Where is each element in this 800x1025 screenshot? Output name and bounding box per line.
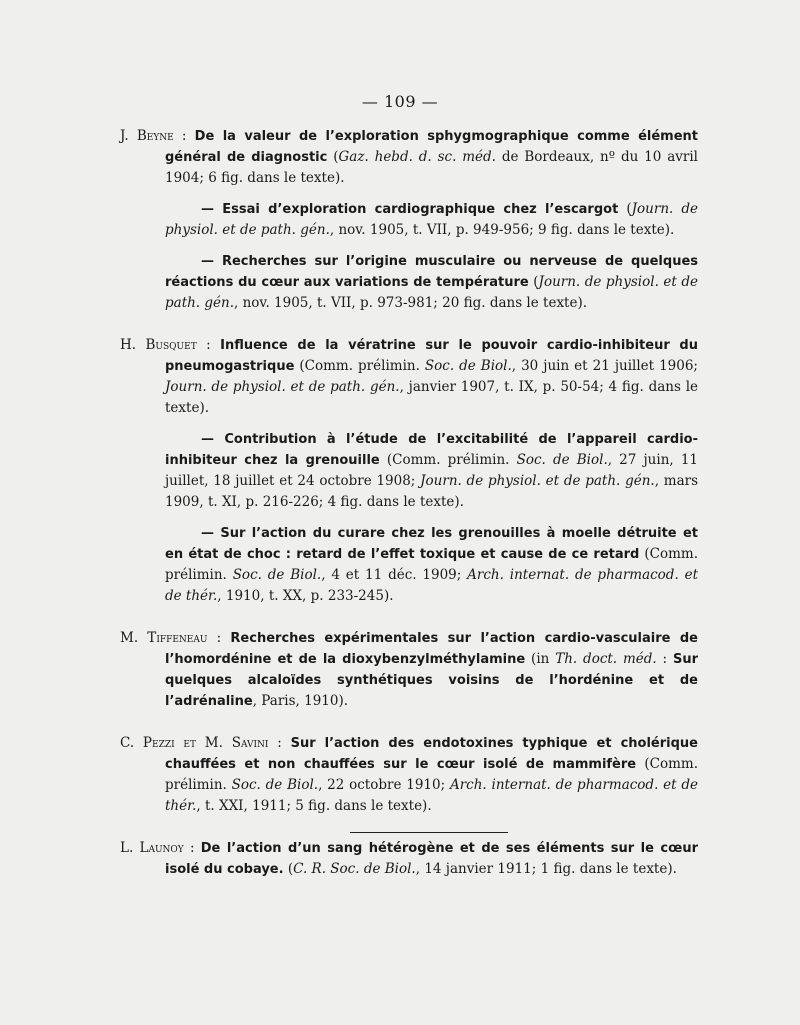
bibliography-entry-beyne	[120, 126, 698, 314]
entry-details: , t. XXI, 1911; 5 fig. dans le texte).	[196, 798, 432, 814]
entry-item: J. Beyne : De la valeur de l’exploration sphygmographique comme élément général de diagnostic (Gaz. hebd. d. sc. méd. de Bordeaux, nº du 10 avril 1904; 6 fig. dans le texte).	[120, 128, 699, 186]
entry-item: L. Launoy : De l’action d’un sang hétérogène et de ses éléments sur le cœur isolé du cobaye. (C. R. Soc. de Biol., 14 janvier 1911; 1 fig. dans le texte).	[120, 840, 699, 877]
entry-title: Influence de la vératrine sur le pouvoir cardio-inhibiteur du pneumogastrique	[165, 338, 698, 374]
entry-source: Journ. de physiol. et de path. gén.	[165, 274, 698, 311]
entry-details: , 14 janvier 1911; 1 fig. dans le texte).	[415, 861, 677, 877]
entry-details: :	[656, 651, 673, 667]
entry-title: De la valeur de l’exploration sphygmographique comme élément général de diagnostic	[165, 129, 699, 165]
entry-title: — Sur l’action du curare chez les grenouilles à moelle détruite et en état de choc : retard de l’effet toxique et cause de ce retard	[165, 526, 698, 562]
entry-prefix: (in	[525, 651, 556, 667]
entry-source: Th. doct. méd.	[555, 651, 657, 667]
entry-source: Journ. de physiol. et de path. gén.	[420, 473, 655, 489]
author-name: L. Launoy	[120, 840, 184, 856]
author-name: C. Pezzi et M. Savini	[120, 735, 269, 751]
entry-item	[120, 523, 698, 607]
entry-source: Soc. de Biol.	[231, 777, 319, 793]
entry-title: — Contribution à l’étude de l’excitabilité de l’appareil cardio-inhibiteur chez la grenouille	[165, 432, 698, 468]
entry-details: , 22 octobre 1910;	[318, 777, 450, 793]
entry-prefix: (Comm. prélimin.	[165, 546, 698, 583]
entry-source: C. R. Soc. de Biol.	[293, 861, 416, 877]
entry-details: , 27 juin, 11 juillet, 18 juillet et 24 octobre 1908;	[165, 452, 698, 489]
entry-details: , janvier 1907, t. IX, p. 50-54; 4 fig. dans le texte).	[165, 379, 699, 416]
entry-item: H. Busquet : Influence de la vératrine sur le pouvoir cardio-inhibiteur du pneumogastrique (Comm. prélimin. Soc. de Biol., 30 juin et 21 juillet 1906; Journ. de physiol. et de path. gén., janvier 1907, t. IX, p. 50-54; 4 fig. dans le texte).	[120, 337, 699, 416]
author-name: M. Tiffeneau	[120, 630, 208, 646]
entry-details: , nov. 1905, t. VII, p. 949-956; 9 fig. dans le texte).	[329, 222, 675, 238]
entry-item	[120, 429, 698, 513]
entry-prefix: (Comm. prélimin.	[165, 756, 698, 793]
entry-source: Soc. de Biol.	[516, 452, 608, 468]
entry-details: de Bordeaux, nº du 10 avril 1904; 6 fig. dans le texte).	[165, 149, 698, 186]
author-name: J. Beyne	[120, 128, 174, 144]
entry-details: , 1910, t. XX, p. 233-245).	[217, 588, 394, 604]
entry-title: — Recherches sur l’origine musculaire ou nerveuse de quelques réactions du cœur aux variations de température	[165, 254, 698, 290]
entry-item: — Recherches sur l’origine musculaire ou nerveuse de quelques réactions du cœur aux variations de température (Journ. de physiol. et de path. gén., nov. 1905, t. VII, p. 973-981; 20 fig. dans le texte).	[165, 254, 698, 311]
entry-item: M. Tiffeneau : Recherches expérimentales sur l’action cardio-vasculaire de l’homordénine et de la dioxybenzylméthylamine (in Th. doct. méd. : Sur quelques alcaloïdes synthétiques voisins de l’hordénine et de l’adrénaline, Paris, 1910).	[120, 630, 699, 709]
entry-title: Recherches expérimentales sur l’action cardio-vasculaire de l’homordénine et de la dioxybenzylméthylamine	[165, 631, 699, 667]
bibliography-list	[120, 126, 698, 901]
entry-source: Journ. de physiol. et de path. gén.	[165, 201, 698, 238]
entry-prefix: (Comm. prélimin.	[294, 358, 425, 374]
entry-item: — Essai d’exploration cardiographique chez l’escargot (Journ. de physiol. et de path. gén., nov. 1905, t. VII, p. 949-956; 9 fig. dans le texte).	[165, 201, 698, 238]
author-name: H. Busquet	[120, 337, 197, 353]
entry-details: , mars 1909, t. XI, p. 216-226; 4 fig. dans le texte).	[165, 473, 699, 510]
bibliography-entry-tiffeneau	[120, 628, 698, 712]
entry-title: De l’action d’un sang hétérogène et de ses éléments sur le cœur isolé du cobaye.	[165, 841, 699, 877]
bibliography-entry-pezzi-savini	[120, 733, 698, 817]
entry-source: Gaz. hebd. d. sc. méd.	[338, 149, 496, 165]
entry-details: , Paris, 1910).	[252, 693, 349, 709]
entry-details: , 30 juin et 21 juillet 1906;	[511, 358, 698, 374]
page-number: — 109 —	[361, 92, 439, 111]
bibliography-entry-busquet	[120, 335, 698, 607]
entry-title: Sur l’action des endotoxines typhique et cholérique chauffées et non chauffées sur le cœur isolé de mammifère	[165, 736, 698, 772]
entry-item: C. Pezzi et M. Savini : Sur l’action des endotoxines typhique et cholérique chauffées et non chauffées sur le cœur isolé de mammifère (Comm. prélimin. Soc. de Biol., 22 octobre 1910; Arch. internat. de pharmacod. et de thér., t. XXI, 1911; 5 fig. dans le texte).	[120, 735, 699, 814]
entry-source: Arch. internat. de pharmacod. et de thér.	[165, 567, 699, 604]
end-rule	[350, 832, 508, 833]
entry-prefix: (	[283, 861, 294, 877]
entry-details: , 4 et 11 déc. 1909;	[321, 567, 468, 583]
entry-source: Journ. de physiol. et de path. gén.	[165, 379, 400, 395]
entry-details: , nov. 1905, t. VII, p. 973-981; 20 fig. dans le texte).	[234, 295, 588, 311]
entry-prefix: (Comm. prélimin.	[379, 452, 517, 468]
entry-source: Soc. de Biol.	[232, 567, 322, 583]
entry-title: Sur quelques alcaloïdes synthétiques voisins de l’hordénine et de l’adrénaline	[165, 652, 698, 709]
entry-title: — Essai d’exploration cardiographique chez l’escargot	[201, 202, 619, 217]
entry-source: Soc. de Biol.	[424, 358, 512, 374]
entry-source: Arch. internat. de pharmacod. et de thér.	[165, 777, 699, 814]
bibliography-entry-launoy	[120, 838, 698, 880]
